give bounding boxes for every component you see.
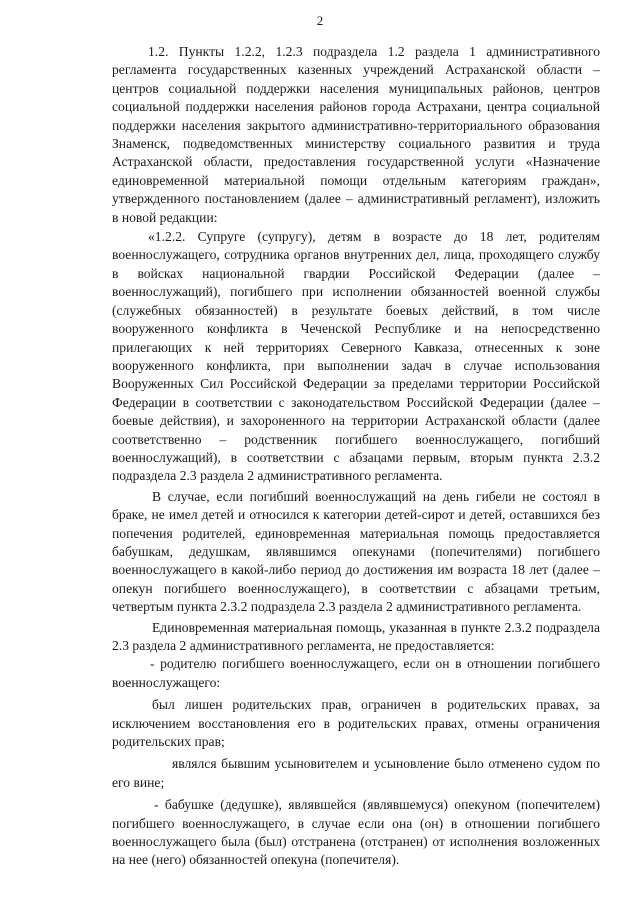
document-body bbox=[112, 43, 600, 870]
paragraph-parent-exclusion: - родителю погибшего военнослужащего, если он в отношении погибшего военнослужащего: bbox=[112, 656, 600, 690]
paragraph-1-2-amendment: 1.2. Пункты 1.2.2, 1.2.3 подраздела 1.2 раздела 1 административного регламента государственных казенных учреждений Астраханской области – центров социальной поддержки населения муниципальных районов, центров социальной поддержки населения районов города Астрахани, центра социальной поддержки населения закрытого административно-территориального образования Знаменск, подведомственных министерству социального развития и труда Астраханской области, предоставления государственной услуги «Назначение единовременной материальной помощи отдельным категориям граждан», утвержденного постановлением (далее – административный регламент), изложить в новой редакции: bbox=[112, 44, 600, 225]
paragraph-deprived-rights: был лишен родительских прав, ограничен в родительских правах, за исключением восстановления его в родительских правах, отмены ограничения родительских прав; bbox=[112, 697, 600, 750]
paragraph-orphan-case: В случае, если погибший военнослужащий на день гибели не состоял в браке, не имел детей и относился к категории детей-сирот и детей, оставшихся без попечения родителей, единовременная материальная помощь предоставляется бабушкам, дедушкам, являвшимся опекунами (попечителями) погибшего военнослужащего в какой-либо период до достижения им возраста 18 лет (далее – опекун погибшего военнослужащего), в соответствии с абзацами третьим, четвертым пункта 2.3.2 подраздела 2.3 раздела 2 административного регламента. bbox=[112, 488, 600, 615]
paragraph-former-adopter: являлся бывшим усыновителем и усыновление было отменено судом по его вине; bbox=[112, 756, 600, 790]
page-number: 2 bbox=[316, 13, 324, 28]
paragraph-1-2-2-recipients: «1.2.2. Супруге (супругу), детям в возрасте до 18 лет, родителям военнослужащего, сотрудника органов внутренних дел, лица, проходящего службу в войсках национальной гвардии Российской Федерации (далее – военнослужащий), погибшего при исполнении обязанностей военной службы (служебных обязанностей) в результате боевых действий, в том числе вооруженного конфликта в Чеченской Республике и на непосредственно прилегающих к ней территориях Северного Кавказа, отнесенных к зоне вооруженного конфликта, при выполнении задач в случае использования Вооруженных Сил Российской Федерации за пределами территории Российской Федерации в соответствии с законодательством Российской Федерации (далее – боевые действия), и захороненного на территории Астраханской области (далее соответственно – родственник погибшего военнослужащего, погибший военнослужащий), в соответствии с абзацами первым, вторым пункта 2.3.2 подраздела 2.3 раздела 2 административного регламента. bbox=[112, 229, 600, 484]
paragraph-not-provided: Единовременная материальная помощь, указанная в пункте 2.3.2 подраздела 2.3 раздела 2 административного регламента, не предоставляется: bbox=[112, 619, 600, 653]
paragraph-guardian-exclusion: - бабушке (дедушке), являвшейся (являвшемуся) опекуном (попечителем) погибшего военнослужащего, в случае если она (он) в отношении погибшего военнослужащего была (был) отстранена (отстранен) от исполнения возложенных на нее (него) обязанностей опекуна (попечителя). bbox=[112, 797, 600, 868]
